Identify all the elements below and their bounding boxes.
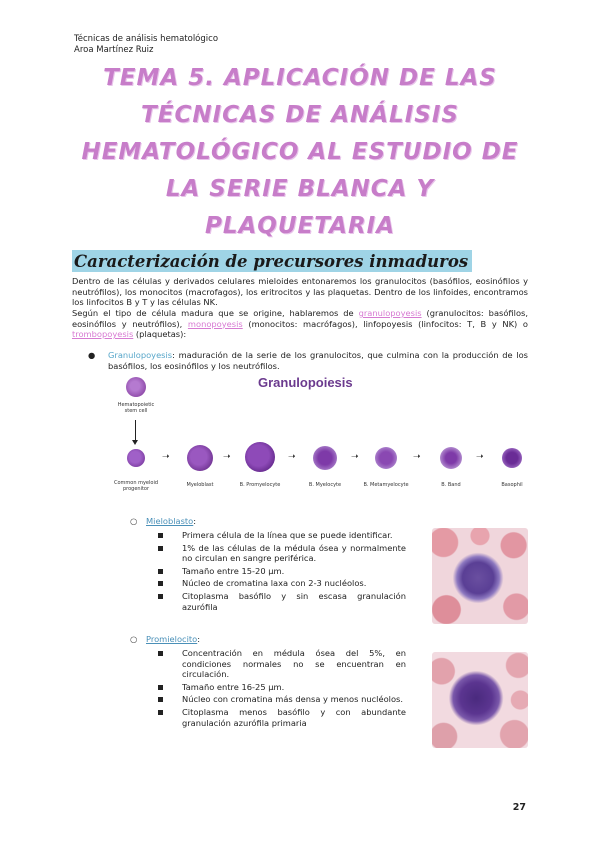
granulopoyesis-link[interactable]: granulopoyesis	[358, 308, 422, 318]
stage-label: B. Promyelocyte	[239, 482, 281, 488]
promielocito-heading	[130, 634, 201, 645]
mieloblasto-heading	[130, 516, 197, 527]
granulopoyesis-bullet	[88, 350, 528, 371]
stem-cell-label: Hematopoietic stem cell	[117, 402, 155, 414]
stage-label: B. Metamyelocyte	[363, 482, 409, 488]
list-item-text: Núcleo con cromatina más densa y menos nucléolos.	[182, 694, 403, 705]
stage-cell-band	[440, 447, 462, 469]
figure-title: Granulopoiesis	[258, 375, 353, 390]
para-text: (monocitos: macrófagos), linfopoyesis (linfocitos: T, B y NK) o	[242, 318, 528, 329]
title-line: LA SERIE BLANCA Y	[165, 176, 435, 202]
bullet-description: : maduración de la serie de los granulocitos, que culmina con la producción de los basófilos, los eosinófilos y los neutrófilos.	[108, 350, 528, 371]
chapter-title	[60, 60, 540, 245]
square-bullet-icon	[158, 710, 163, 715]
stage-label: Myeloblast	[186, 482, 214, 488]
stem-cell	[126, 377, 146, 397]
intro-paragraph: Dentro de las células y derivados celulares mieloides entonaremos los granulocitos (basófilos, eosinófilos y neutrófilos), los monocitos (macrofagos), los eritrocitos y las plaquetas. Dentro de los linfoides, encontramos los linfocitos B y T y las células NK.	[72, 276, 528, 308]
square-bullet-icon	[158, 533, 163, 538]
list-item	[156, 530, 406, 541]
para-text: (granulocitos: basófilos, eosinófilos y neutrófilos),	[72, 308, 528, 329]
arrow-right-icon: ➝	[223, 452, 231, 462]
vertical-arrow-icon	[135, 420, 136, 442]
list-item-text: Tamaño entre 16-25 µm.	[182, 681, 285, 692]
heading-colon: :	[197, 634, 201, 644]
list-item	[156, 591, 406, 612]
square-bullet-icon	[158, 569, 163, 574]
page-number: 27	[512, 802, 526, 813]
arrow-right-icon: ➝	[288, 452, 296, 462]
list-item	[156, 707, 406, 728]
bullet-term: Granulopoyesis	[108, 350, 173, 360]
list-item-text: Citoplasma menos basófilo y con abundante granulación azurófila primaria	[182, 706, 406, 728]
para-text: Según el tipo de célula madura que se origine, hablaremos de	[72, 308, 359, 318]
list-item-text: Concentración en médula ósea del 5%, en condiciones normales no se encuentran en circulación.	[182, 648, 406, 680]
arrow-right-icon: ➝	[351, 452, 359, 462]
heading-colon: :	[193, 516, 197, 526]
stage-label: Common myeloid progenitor	[113, 480, 159, 492]
para-text: (plaquetas):	[133, 329, 187, 340]
arrow-right-icon: ➝	[413, 452, 421, 462]
stage-cell-metamyelocyte	[375, 447, 397, 469]
promielocito-micrograph	[432, 652, 528, 748]
circle-bullet-icon: ○	[130, 516, 138, 526]
list-item-text: 1% de las células de la médula ósea y normalmente no circulan en sangre periférica.	[182, 542, 406, 564]
promielocito-list	[156, 648, 406, 730]
types-paragraph	[72, 308, 528, 340]
promielocito-link[interactable]: Promielocito	[146, 634, 198, 644]
title-line: TÉCNICAS DE ANÁLISIS	[141, 102, 459, 128]
title-line: TEMA 5. APLICACIÓN DE LAS	[103, 65, 497, 91]
square-bullet-icon	[158, 697, 163, 702]
list-item	[156, 694, 406, 705]
stage-cell-myelocyte	[313, 446, 337, 470]
square-bullet-icon	[158, 651, 163, 656]
circle-bullet-icon: ○	[130, 634, 138, 644]
header-author: Aroa Martínez Ruiz	[74, 45, 154, 55]
bullet-dot-icon: ●	[88, 350, 96, 360]
granulopoiesis-figure	[108, 372, 536, 502]
mieloblasto-list	[156, 530, 406, 614]
trombopoyesis-link[interactable]: trombopoyesis	[72, 329, 134, 340]
vertical-arrow-head-icon	[132, 440, 138, 445]
square-bullet-icon	[158, 685, 163, 690]
section-heading: Caracterización de precursores inmaduros	[72, 250, 472, 272]
monopoyesis-link[interactable]: monopoyesis	[187, 318, 243, 329]
list-item	[156, 566, 406, 577]
list-item	[156, 578, 406, 589]
stage-label: B. Myelocyte	[308, 482, 342, 488]
list-item-text: Núcleo de cromatina laxa con 2-3 nucléolos.	[182, 578, 367, 589]
stage-cell-cmp	[127, 449, 145, 467]
stage-cell-myeloblast	[187, 445, 213, 471]
header-subject: Técnicas de análisis hematológico	[74, 34, 219, 44]
bullet-text	[108, 350, 528, 371]
list-item	[156, 648, 406, 680]
title-line: HEMATOLÓGICO AL ESTUDIO DE	[81, 139, 519, 165]
list-item-text: Citoplasma basófilo y sin escasa granulación azurófila	[182, 590, 406, 612]
list-item	[156, 682, 406, 693]
arrow-right-icon: ➝	[162, 452, 170, 462]
page-header	[74, 34, 218, 56]
stage-label: B. Band	[441, 482, 461, 488]
title-line: PLAQUETARIA	[204, 213, 396, 239]
list-item	[156, 543, 406, 564]
square-bullet-icon	[158, 546, 163, 551]
square-bullet-icon	[158, 581, 163, 586]
arrow-right-icon: ➝	[476, 452, 484, 462]
list-item-text: Tamaño entre 15-20 µm.	[182, 565, 285, 576]
mieloblasto-micrograph	[432, 528, 528, 624]
square-bullet-icon	[158, 594, 163, 599]
stage-cell-basophil	[502, 448, 522, 468]
mieloblasto-link[interactable]: Mieloblasto	[146, 516, 194, 526]
stage-label: Basophil	[501, 482, 523, 488]
stage-cell-promyelocyte	[245, 442, 275, 472]
list-item-text: Primera célula de la línea que se puede identificar.	[182, 530, 393, 540]
